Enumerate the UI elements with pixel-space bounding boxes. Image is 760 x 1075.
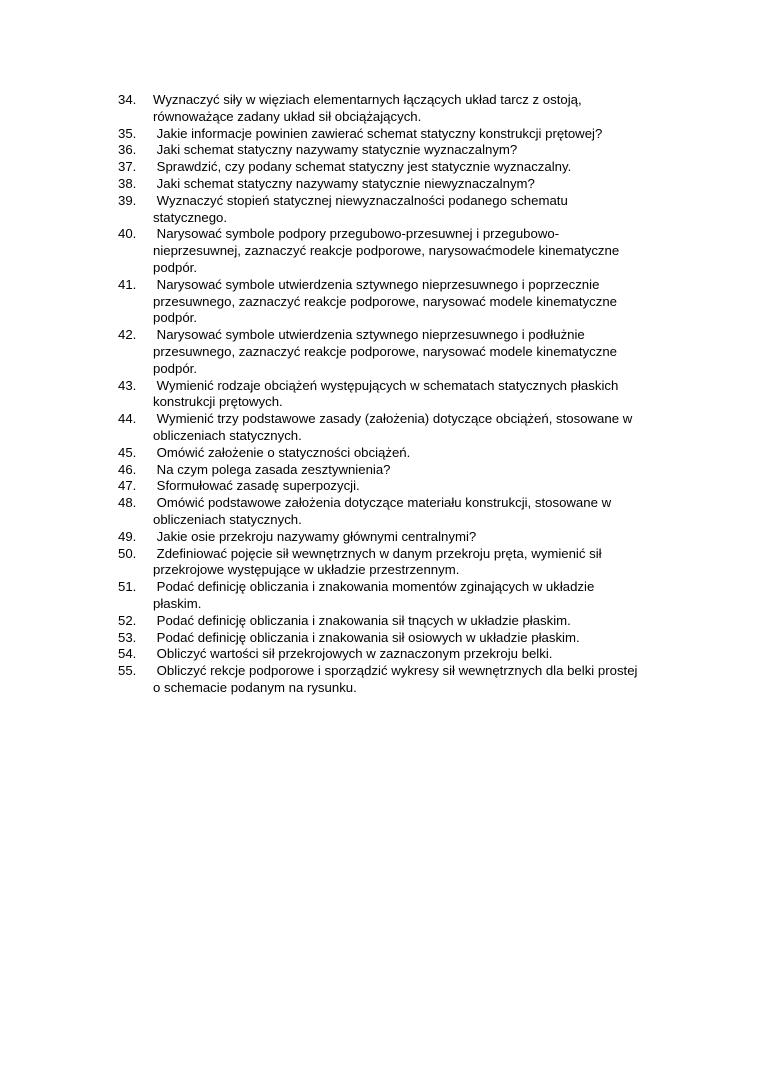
question-text: Jakie osie przekroju nazywamy głównymi centralnymi? [153, 528, 477, 544]
question-item [118, 92, 678, 126]
question-item [118, 663, 678, 697]
question-text: Podać definicję obliczania i znakowania sił tnących w układzie płaskim. [153, 612, 571, 628]
question-item [118, 646, 678, 663]
question-number: 44. [118, 411, 137, 427]
question-number: 45. [118, 444, 137, 460]
question-number: 46. [118, 461, 137, 477]
question-item [118, 159, 678, 176]
question-number: 38. [118, 175, 137, 191]
question-item [118, 529, 678, 546]
question-text: Na czym polega zasada zesztywnienia? [153, 461, 391, 477]
question-text: Wyznaczyć stopień statycznej niewyznaczalności podanego schematu statycznego. [153, 192, 568, 225]
question-item [118, 462, 678, 479]
question-text: Zdefiniować pojęcie sił wewnętrznych w danym przekroju pręta, wymienić sił przekrojowe występujące w układzie przestrzennym. [153, 545, 602, 578]
question-text: Narysować symbole podpory przegubowo-przesuwnej i przegubowo- nieprzesuwnej, zaznaczyć reakcje podporowe, narysowaćmodele kinematyczne podpór. [153, 226, 620, 275]
question-number: 47. [118, 478, 137, 494]
question-item [118, 226, 678, 276]
question-item [118, 495, 678, 529]
question-item [118, 327, 678, 377]
question-item [118, 277, 678, 327]
question-number: 34. [118, 92, 137, 107]
question-item [118, 176, 678, 193]
question-number: 49. [118, 528, 137, 544]
question-text: Omówić podstawowe założenia dotyczące materiału konstrukcji, stosowane w obliczeniach statycznych. [153, 495, 612, 527]
question-number: 48. [118, 495, 137, 511]
question-item [118, 546, 678, 580]
question-text: Obliczyć wartości sił przekrojowych w zaznaczonym przekroju belki. [153, 646, 553, 662]
question-item [118, 613, 678, 630]
question-list [118, 92, 678, 697]
question-number: 52. [118, 612, 137, 628]
question-text: Wymienić trzy podstawowe zasady (założenia) dotyczące obciążeń, stosowane w obliczeniach statycznych. [153, 411, 633, 443]
question-text: Narysować symbole utwierdzenia sztywnego nieprzesuwnego i podłużnie przesuwnego, zaznaczyć reakcje podporowe, narysować modele kinematyczne podpór. [153, 327, 617, 376]
question-text: Wyznaczyć siły w więziach elementarnych łączących układ tarcz z ostoją, równoważące zadany układ sił obciążających. [153, 92, 582, 124]
question-item [118, 478, 678, 495]
question-text: Omówić założenie o statyczności obciążeń. [153, 444, 411, 460]
question-text: Sprawdzić, czy podany schemat statyczny jest statycznie wyznaczalny. [153, 159, 572, 175]
question-item [118, 411, 678, 445]
question-number: 42. [118, 327, 137, 343]
question-text: Sformułować zasadę superpozycji. [153, 478, 360, 494]
question-number: 41. [118, 276, 137, 292]
question-item [118, 142, 678, 159]
question-item [118, 193, 678, 227]
question-number: 55. [118, 663, 137, 679]
question-text: Jakie informacje powinien zawierać schemat statyczny konstrukcji prętowej? [153, 125, 603, 141]
question-number: 50. [118, 545, 137, 561]
question-number: 53. [118, 629, 137, 645]
question-item [118, 378, 678, 412]
question-number: 39. [118, 192, 137, 208]
question-number: 35. [118, 125, 137, 141]
question-number: 43. [118, 377, 137, 393]
question-item [118, 445, 678, 462]
question-number: 54. [118, 646, 137, 662]
question-text: Podać definicję obliczania i znakowania sił osiowych w układzie płaskim. [153, 629, 580, 645]
question-number: 37. [118, 159, 137, 175]
question-item [118, 630, 678, 647]
question-text: Narysować symbole utwierdzenia sztywnego nieprzesuwnego i poprzecznie przesuwnego, zaznaczyć reakcje podporowe, narysować modele kinematyczne podpór. [153, 276, 617, 326]
question-text: Wymienić rodzaje obciążeń występujących w schematach statycznych płaskich konstrukcji prętowych. [153, 377, 619, 410]
question-number: 36. [118, 142, 137, 158]
question-text: Obliczyć rekcje podporowe i sporządzić wykresy sił wewnętrznych dla belki prostej o schemacie podanym na rysunku. [153, 663, 638, 695]
question-number: 40. [118, 226, 137, 242]
question-item [118, 126, 678, 143]
question-number: 51. [118, 579, 137, 595]
question-item [118, 579, 678, 613]
question-text: Jaki schemat statyczny nazywamy statycznie wyznaczalnym? [153, 142, 518, 158]
question-text: Podać definicję obliczania i znakowania momentów zginających w układzie płaskim. [153, 579, 595, 611]
question-text: Jaki schemat statyczny nazywamy statycznie niewyznaczalnym? [153, 175, 535, 191]
